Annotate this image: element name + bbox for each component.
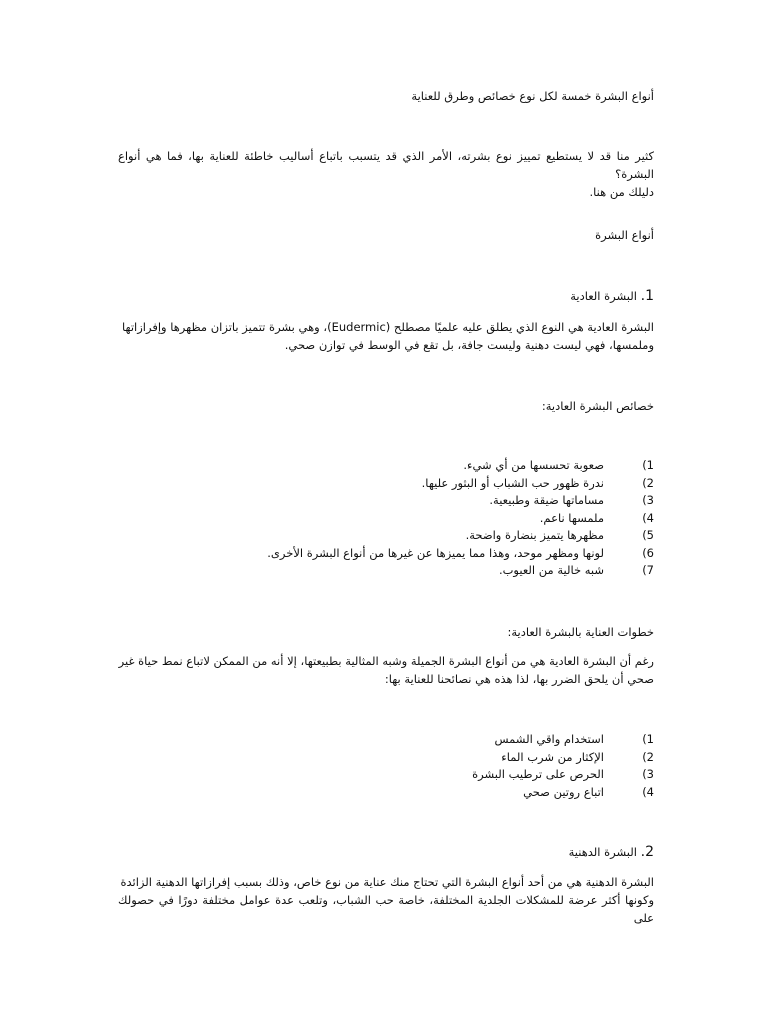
list-number: (7 — [642, 563, 654, 577]
list-text: مساماتها ضيقة وطبيعية. — [489, 493, 604, 507]
list-text: استخدام واقي الشمس — [494, 732, 604, 746]
list-item — [118, 766, 654, 784]
list-item — [118, 731, 654, 749]
list-item — [118, 492, 654, 510]
list-number: (1 — [642, 458, 654, 472]
list-number: (5 — [642, 528, 654, 542]
list-item — [118, 510, 654, 528]
list-item — [118, 562, 654, 580]
oily-skin-heading — [118, 843, 654, 861]
list-item — [118, 545, 654, 563]
normal-skin-heading — [118, 287, 654, 305]
list-item — [118, 475, 654, 493]
list-number: (6 — [642, 545, 654, 560]
list-text: مظهرها يتميز بنضارة واضحة. — [465, 528, 604, 542]
list-item — [118, 457, 654, 475]
oily-skin-heading-text: البشرة الدهنية — [568, 845, 637, 859]
normal-skin-line-1: البشرة العادية هي النوع الذي يطلق عليه علميًا مصطلح (Eudermic)، وهي بشرة تتميز باتزان مظهرها وإفرازاتها — [122, 320, 654, 334]
list-text: الإكثار من شرب الماء — [501, 749, 604, 764]
intro-line-2: دليلك من هنا. — [589, 185, 654, 199]
oily-skin-line-1: البشرة الدهنية هي من أحد أنواع البشرة التي تحتاج منك عناية من نوع خاص، وذلك بسبب إفرازاتها الدهنية الزائدة — [120, 875, 654, 889]
list-number: (2 — [642, 749, 654, 764]
list-number: (2 — [642, 475, 654, 490]
normal-skin-heading-text: البشرة العادية — [570, 289, 637, 303]
list-text: ملمسها ناعم. — [539, 510, 604, 525]
care-heading: خطوات العناية بالبشرة العادية: — [507, 625, 654, 639]
care-line-1: رغم أن البشرة العادية هي من أنواع البشرة الجميلة وشبه المثالية بطبيعتها، إلا أنه من الممكن لاتباع نمط حياة غير — [118, 654, 654, 668]
list-item — [118, 527, 654, 545]
oily-skin-line-2: وكونها أكثر عرضة للمشكلات الجلدية المختلفة، خاصة حب الشباب، وتلعب عدة عوامل مختلفة دورًا في حصولك على — [118, 893, 654, 925]
section-title: أنواع البشرة — [595, 228, 654, 242]
care-steps-list — [118, 731, 654, 801]
intro-paragraph — [118, 147, 654, 201]
features-heading: خصائص البشرة العادية: — [541, 399, 654, 413]
list-text: صعوبة تحسسها من أي شيء. — [463, 458, 604, 472]
intro-line-1: كثير منا قد لا يستطيع تمييز نوع بشرته، الأمر الذي قد يتسبب باتباع أساليب خاطئة للعناية بها، فما هي أنواع البشرة؟ — [118, 149, 654, 181]
list-number: (1 — [642, 732, 654, 746]
list-number: (3 — [642, 767, 654, 781]
normal-skin-paragraph — [118, 318, 654, 354]
list-item — [118, 784, 654, 802]
list-text: الحرص على ترطيب البشرة — [472, 767, 604, 781]
normal-skin-number: 1. — [640, 288, 654, 304]
list-text: اتباع روتين صحي — [523, 784, 604, 799]
document-title: أنواع البشرة خمسة لكل نوع خصائص وطرق للعناية — [411, 89, 654, 103]
oily-skin-number: 2. — [640, 844, 654, 860]
list-text: ندرة ظهور حب الشباب أو البثور عليها. — [421, 475, 604, 490]
list-number: (4 — [642, 510, 654, 525]
list-number: (3 — [642, 493, 654, 507]
list-item — [118, 749, 654, 767]
list-text: لونها ومظهر موحد، وهذا مما يميزها عن غيرها من أنواع البشرة الأخرى. — [267, 545, 604, 560]
list-text: شبه خالية من العيوب. — [498, 563, 604, 577]
features-list — [118, 457, 654, 580]
oily-skin-paragraph — [118, 873, 654, 927]
care-line-2: صحي أن يلحق الضرر بها، لذا هذه هي نصائحنا للعناية بها: — [384, 672, 654, 686]
normal-skin-line-2: وملمسها، فهي ليست دهنية وليست جافة، بل تقع في الوسط في توازن صحي. — [284, 338, 654, 352]
list-number: (4 — [642, 784, 654, 799]
care-paragraph — [118, 652, 654, 688]
